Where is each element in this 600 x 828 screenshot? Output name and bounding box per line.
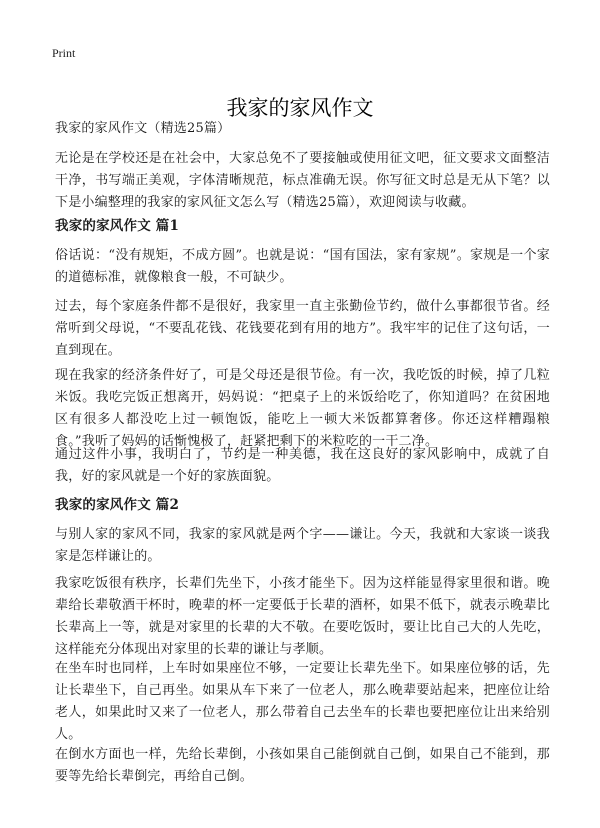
section-heading-1: 我家的家风作文 篇1 bbox=[55, 218, 180, 234]
section-2-paragraph-1: 与别人家的家风不同，我家的家风就是两个字——谦让。今天，我就和大家谈一谈我家是怎样谦让的。 bbox=[55, 527, 550, 564]
section-1-paragraph-2: 过去，每个家庭条件都不是很好，我家里一直主张勤俭节约，做什么事都很节省。经常听到父母说，“不要乱花钱、花钱要花到有用的地方”。我牢牢的记住了这句话，一直到现在。 bbox=[55, 299, 550, 358]
section-1-paragraph-1: 俗话说：“没有规矩，不成方圆”。也就是说：“国有国法，家有家规”。家规是一个家的道德标准，就像粮食一般，不可缺少。 bbox=[55, 248, 550, 285]
section-1-paragraph-3: 现在我家的经济条件好了，可是父母还是很节俭。有一次，我吃饭的时候，掉了几粒米饭。我吃完饭正想离开，妈妈说：“把桌子上的米饭给吃了，你知道吗？在贫困地区有很多人都没吃上过一顿饱饭，能吃上一顿大米饭都算奢侈。你还这样糟蹋粮食。”我听了妈妈的话惭愧极了，赶紧把剩下的米粒吃的一干二净。 bbox=[55, 368, 550, 449]
page-title: 我家的家风作文 bbox=[226, 96, 374, 121]
section-2-paragraph-2: 我家吃饭很有秩序，长辈们先坐下，小孩才能坐下。因为这样能显得家里很和谐。晚辈给长辈敬酒干杯时，晚辈的杯一定要低于长辈的酒杯，如果不低下，就表示晚辈比长辈高上一等，就是对家里的长辈的大不敬。在要吃饭时，要让比自己大的人先吃，这样能充分体现出对家里的长辈的谦让与孝顺。 bbox=[55, 576, 550, 657]
section-2-paragraph-3: 在坐车时也同样，上车时如果座位不够，一定要让长辈先坐下。如果座位够的话，先让长辈坐下，自己再坐。如果从车下来了一位老人，那么晚辈要站起来，把座位让给老人，如果此时又来了一位老人，那么带着自己去坐车的长辈也要把座位让出来给别人。 bbox=[55, 661, 550, 742]
subtitle: 我家的家风作文（精选25篇） bbox=[55, 121, 231, 136]
intro-paragraph: 无论是在学校还是在社会中，大家总免不了要接触或使用征文吧，征文要求文面整洁干净，书写端正美观，字体清晰规范，标点准确无误。你写征文时总是无从下笔？以下是小编整理的我家的家风征文怎么写（精选25篇），欢迎阅读与收藏。 bbox=[55, 151, 550, 210]
section-1-paragraph-4: 通过这件小事，我明白了，节约是一种美德，我在这良好的家风影响中，成就了自我，好的家风就是一个好的家族面貌。 bbox=[55, 447, 550, 484]
print-link[interactable]: Print bbox=[52, 46, 76, 60]
section-heading-2: 我家的家风作文 篇2 bbox=[55, 497, 180, 513]
section-2-paragraph-4: 在倒水方面也一样，先给长辈倒，小孩如果自己能倒就自己倒，如果自己不能到，那要等先给长辈倒完，再给自己倒。 bbox=[55, 747, 550, 784]
